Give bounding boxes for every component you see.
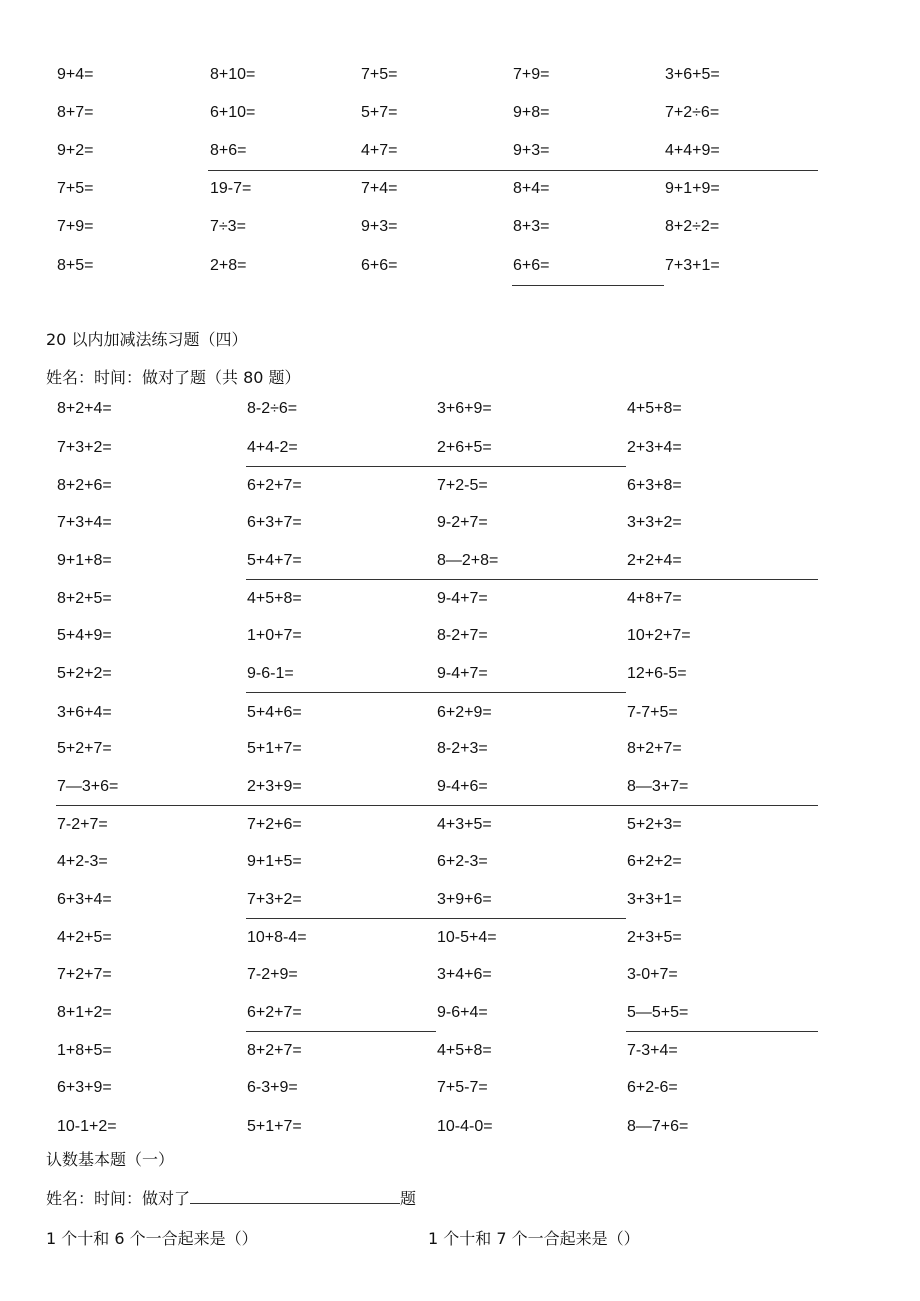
problem: 8+2+5= bbox=[57, 590, 112, 607]
problem: 7-2+7= bbox=[57, 816, 108, 833]
problem: 4+4+9= bbox=[665, 142, 720, 159]
problem: 7+9= bbox=[513, 66, 550, 83]
problem: 6+2+7= bbox=[247, 477, 302, 494]
problem: 8+7= bbox=[57, 104, 94, 121]
problem-row bbox=[0, 735, 920, 763]
problem: 7+3+4= bbox=[57, 514, 112, 531]
problem: 6+6= bbox=[361, 257, 398, 274]
problem-row bbox=[0, 1037, 920, 1065]
problem: 8-2÷6= bbox=[247, 400, 298, 417]
problem: 9+3= bbox=[361, 218, 398, 235]
problem: 2+8= bbox=[210, 257, 247, 274]
divider-line bbox=[246, 918, 626, 919]
problem-row bbox=[0, 1113, 920, 1141]
problem-row bbox=[0, 811, 920, 839]
problem: 7-3+4= bbox=[627, 1042, 678, 1059]
top-row bbox=[0, 99, 920, 127]
problem: 7-2+9= bbox=[247, 966, 298, 983]
problem: 8-2+3= bbox=[437, 740, 488, 757]
problem: 8+2+7= bbox=[247, 1042, 302, 1059]
problem: 7+2+7= bbox=[57, 966, 112, 983]
problem: 6+2-6= bbox=[627, 1079, 678, 1096]
problem: 5+1+7= bbox=[247, 1118, 302, 1135]
problem: 8+2+6= bbox=[57, 477, 112, 494]
problem: 4+5+8= bbox=[247, 590, 302, 607]
problem: 7+2-5= bbox=[437, 477, 488, 494]
problem: 6+6= bbox=[513, 257, 550, 274]
problem: 2+2+4= bbox=[627, 552, 682, 569]
problem: 8+2+4= bbox=[57, 400, 112, 417]
problem: 9+4= bbox=[57, 66, 94, 83]
problem: 7+3+2= bbox=[57, 439, 112, 456]
problem: 4+4-2= bbox=[247, 439, 298, 456]
problem: 4+2-3= bbox=[57, 853, 108, 870]
problem: 7+2+6= bbox=[247, 816, 302, 833]
problem-row bbox=[0, 395, 920, 423]
problem: 6+2+9= bbox=[437, 704, 492, 721]
problem: 9+1+9= bbox=[665, 180, 720, 197]
problem: 5+4+7= bbox=[247, 552, 302, 569]
problem: 2+3+9= bbox=[247, 778, 302, 795]
problem-row bbox=[0, 924, 920, 952]
problem: 10+2+7= bbox=[627, 627, 691, 644]
divider-line bbox=[246, 466, 626, 467]
problem: 8+5= bbox=[57, 257, 94, 274]
problem: 7+5= bbox=[361, 66, 398, 83]
problem: 8+10= bbox=[210, 66, 256, 83]
problem: 9-4+6= bbox=[437, 778, 488, 795]
problem: 6-3+9= bbox=[247, 1079, 298, 1096]
problem: 10-1+2= bbox=[57, 1118, 117, 1135]
top-row bbox=[0, 137, 920, 165]
problem: 3+9+6= bbox=[437, 891, 492, 908]
problem: 7÷3= bbox=[210, 218, 246, 235]
problem: 6+3+4= bbox=[57, 891, 112, 908]
problem: 7+5-7= bbox=[437, 1079, 488, 1096]
problem: 9-4+7= bbox=[437, 665, 488, 682]
problem-row bbox=[0, 848, 920, 876]
problem: 9+1+8= bbox=[57, 552, 112, 569]
problem-row bbox=[0, 961, 920, 989]
problem: 1+8+5= bbox=[57, 1042, 112, 1059]
problem-row bbox=[0, 509, 920, 537]
answer-blank[interactable] bbox=[190, 1189, 400, 1204]
problem-row bbox=[0, 547, 920, 575]
problem: 6+2-3= bbox=[437, 853, 488, 870]
problem-row bbox=[0, 660, 920, 688]
name-time-line bbox=[46, 1187, 416, 1211]
problem-row bbox=[0, 585, 920, 613]
problem: 3+4+6= bbox=[437, 966, 492, 983]
divider-line bbox=[626, 1031, 818, 1032]
problem: 5+2+7= bbox=[57, 740, 112, 757]
problem-row bbox=[0, 773, 920, 801]
problem: 7+4= bbox=[361, 180, 398, 197]
top-row bbox=[0, 175, 920, 203]
problem-row bbox=[0, 472, 920, 500]
problem: 4+2+5= bbox=[57, 929, 112, 946]
problem: 6+2+2= bbox=[627, 853, 682, 870]
problem: 1+0+7= bbox=[247, 627, 302, 644]
problem: 8+2÷2= bbox=[665, 218, 720, 235]
problem-row bbox=[0, 699, 920, 727]
problem-row bbox=[0, 622, 920, 650]
info-suffix: 题 bbox=[400, 1189, 417, 1208]
problem: 4+5+8= bbox=[437, 1042, 492, 1059]
divider-line bbox=[56, 805, 818, 806]
problem: 4+8+7= bbox=[627, 590, 682, 607]
problem: 5+2+2= bbox=[57, 665, 112, 682]
problem: 7+5= bbox=[57, 180, 94, 197]
problem: 19-7= bbox=[210, 180, 252, 197]
problem: 3+3+2= bbox=[627, 514, 682, 531]
problem: 6+10= bbox=[210, 104, 256, 121]
problem: 8+1+2= bbox=[57, 1004, 112, 1021]
problem: 4+3+5= bbox=[437, 816, 492, 833]
problem: 5+7= bbox=[361, 104, 398, 121]
problem: 6+2+7= bbox=[247, 1004, 302, 1021]
problem: 8-2+7= bbox=[437, 627, 488, 644]
problem-row bbox=[0, 886, 920, 914]
problem: 7+3+1= bbox=[665, 257, 720, 274]
name-time-line: 姓名：时间：做对了题（共 80 题） bbox=[46, 368, 301, 387]
problem: 5+4+6= bbox=[247, 704, 302, 721]
problem-row bbox=[0, 434, 920, 462]
problem: 7+3+2= bbox=[247, 891, 302, 908]
info-prefix: 姓名：时间：做对了 bbox=[46, 1189, 191, 1208]
problem: 7—3+6= bbox=[57, 778, 119, 795]
divider-line bbox=[246, 692, 626, 693]
problem: 3+6+9= bbox=[437, 400, 492, 417]
section-title: 认数基本题（一） bbox=[46, 1150, 175, 1169]
top-row bbox=[0, 61, 920, 89]
problem: 3+3+1= bbox=[627, 891, 682, 908]
divider-line bbox=[246, 1031, 436, 1032]
problem: 7+2÷6= bbox=[665, 104, 720, 121]
problem: 2+3+4= bbox=[627, 439, 682, 456]
problem: 8+6= bbox=[210, 142, 247, 159]
problem: 5+2+3= bbox=[627, 816, 682, 833]
problem: 8+2+7= bbox=[627, 740, 682, 757]
top-row bbox=[0, 252, 920, 280]
problem: 9+1+5= bbox=[247, 853, 302, 870]
problem: 5—5+5= bbox=[627, 1004, 689, 1021]
problem: 6+3+8= bbox=[627, 477, 682, 494]
problem: 9+3= bbox=[513, 142, 550, 159]
divider-line bbox=[208, 170, 818, 171]
top-row bbox=[0, 213, 920, 241]
problem: 10-4-0= bbox=[437, 1118, 493, 1135]
problem: 9-4+7= bbox=[437, 590, 488, 607]
problem: 4+5+8= bbox=[627, 400, 682, 417]
problem: 8—7+6= bbox=[627, 1118, 689, 1135]
problem: 5+4+9= bbox=[57, 627, 112, 644]
problem: 3-0+7= bbox=[627, 966, 678, 983]
problem: 2+6+5= bbox=[437, 439, 492, 456]
problem: 7-7+5= bbox=[627, 704, 678, 721]
problem: 12+6-5= bbox=[627, 665, 687, 682]
problem: 2+3+5= bbox=[627, 929, 682, 946]
problem: 6+3+7= bbox=[247, 514, 302, 531]
problem: 9-6+4= bbox=[437, 1004, 488, 1021]
problem-row bbox=[0, 1074, 920, 1102]
question: 1 个十和 7 个一合起来是（） bbox=[428, 1229, 640, 1248]
problem: 3+6+4= bbox=[57, 704, 112, 721]
problem: 5+1+7= bbox=[247, 740, 302, 757]
problem: 8+3= bbox=[513, 218, 550, 235]
problem: 3+6+5= bbox=[665, 66, 720, 83]
problem: 9-6-1= bbox=[247, 665, 294, 682]
problem: 8—2+8= bbox=[437, 552, 499, 569]
question: 1 个十和 6 个一合起来是（） bbox=[46, 1229, 258, 1248]
problem: 8+4= bbox=[513, 180, 550, 197]
problem: 7+9= bbox=[57, 218, 94, 235]
problem: 9+8= bbox=[513, 104, 550, 121]
problem: 10-5+4= bbox=[437, 929, 497, 946]
section-title: 20 以内加减法练习题（四） bbox=[46, 330, 248, 349]
problem: 4+7= bbox=[361, 142, 398, 159]
problem: 10+8-4= bbox=[247, 929, 307, 946]
divider-line bbox=[512, 285, 664, 286]
problem: 8—3+7= bbox=[627, 778, 689, 795]
problem: 9-2+7= bbox=[437, 514, 488, 531]
problem: 6+3+9= bbox=[57, 1079, 112, 1096]
problem: 9+2= bbox=[57, 142, 94, 159]
problem-row bbox=[0, 999, 920, 1027]
divider-line bbox=[246, 579, 818, 580]
